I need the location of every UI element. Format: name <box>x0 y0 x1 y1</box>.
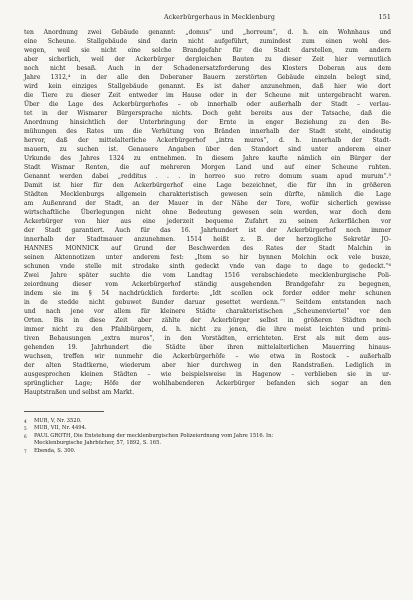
footnote-number <box>24 440 34 447</box>
body-line: Stadt Wismar Renten, die auf mehreren Morgen Land und auf einer Scheune ruhten. <box>24 164 391 171</box>
footnote-number: 6 <box>24 433 27 439</box>
body-line: innerhalb der Stadtmauer anzunehmen. 1514 heißt z. B. der herzogliche Sekretär JO- <box>24 236 391 243</box>
body-line: am Außenrand der Stadt, an der Mauer in der Nähe der Tore, wofür sicherlich gewisse <box>24 200 391 207</box>
footnote-separator <box>24 411 104 412</box>
body-line: Genannt werden dabei „redditus . . . in horreo suo retro domum suam apud murum“.⁵ <box>24 173 391 180</box>
body-line: sprünglicher Lage; Höfe der wohlhabenderen Ackerbürger befanden sich sogar an den <box>24 380 391 387</box>
footnote-text: MUB, VII, Nr. 4494. <box>34 425 87 432</box>
body-line: Jahre 1312,⁴ in der alle den Doberaner Bauern zerstörten Gebäude einzeln belegt sind, <box>24 74 391 81</box>
body-line: HANNES MONNICK auf Grund der Beschwerden des Rates der Stadt Malchin in <box>24 245 391 252</box>
footnote-number: 5 <box>24 426 27 432</box>
footnote-text: Mecklenburgische Jahrbücher, 57, 1892, S. 165. <box>34 440 162 447</box>
body-line: ausgesprochen kleinen Städten – wie beispielsweise in Hagenow – verblieben sie in ur- <box>24 371 391 378</box>
footnote <box>24 418 391 425</box>
body-line: wuchsen, treffen wir nunmehr die Ackerbürgerhöfe – wie etwa in Rostock – außerhalb <box>24 353 391 360</box>
body-line: Urkunde des Jahres 1324 zu entnehmen. In diesem Jahre kaufte nämlich ein Bürger der <box>24 155 391 162</box>
footnotes <box>24 418 391 455</box>
footnote <box>24 448 391 455</box>
body-line: der alten Stadtkerne, wiederum aber hier durchweg in den Randstraßen. Lediglich in <box>24 362 391 369</box>
body-line: indem sie im § 54 nachdrücklich forderte: „Idt scollen ock forder edder mehr schunen <box>24 290 391 297</box>
body-line: gehenden 19. Jahrhundert die Städte über ihren mittelalterlichen Mauerring hinaus- <box>24 344 391 351</box>
running-head <box>24 14 391 21</box>
body-line: immer nicht zu den Pfahlbürgern, d. h. nicht zu jenen, die ihre meist leichten und primi- <box>24 326 391 333</box>
footnote-number: 7 <box>24 448 27 454</box>
body-line: mühungen des Rates um die Verhütung von Bränden innerhalb der Stadt steht, eindeutig <box>24 128 391 135</box>
body-line: Ackerbürger von hier aus eine jederzeit bequeme Zufahrt zu seinen Ackerflächen vor <box>24 218 391 225</box>
body-line: Über die Lage des Ackerbürgerhofes – ob innerhalb oder außerhalb der Stadt – verlau- <box>24 101 391 108</box>
body-line: der Stadt garantiert. Auch für das 16. Jahrhundert ist der Ackerbürgerhof noch immer <box>24 227 391 234</box>
body-line: tiven Behausungen „extra muros“, in den Vorstädten, errichteten. Erst als mit dem aus- <box>24 335 391 342</box>
body-line: zeiordnung dieser vom Ackerbürgerhof ständig ausgehenden Brandgefahr zu begegnen, <box>24 281 391 288</box>
body-line: und nach jene vor allem für kleinere Städte charakteristischen „Scheunenviertel“ vor den <box>24 308 391 315</box>
body-line: seinen Aktennotizen unter anderem fest: „Item so hir bynnen Molchin ock vele busze, <box>24 254 391 261</box>
body-text <box>24 28 391 397</box>
body-line: Hauptstraßen und selbst am Markt. <box>24 389 135 396</box>
footnote-text: MUB, V, Nr. 3520. <box>34 418 82 424</box>
body-line: wirtschaftliche Überlegungen nicht ohne Bedeutung gewesen sein werden, war doch dem <box>24 209 391 216</box>
body-line: ten Anordnung zwei Gebäude genannt: „domus“ und „horreum“, d. h. ein Wohnhaus und <box>24 29 391 36</box>
body-line: Damit ist hier für den Ackerbürgerhof eine Lage bezeichnet, die für ihn in größeren <box>24 182 391 189</box>
body-line: schunen vnde stelle mit strodake sinth gedeckt vnde van dage to dage to gedeckt.“⁶ <box>24 263 391 270</box>
body-line: eine Scheune. Stallgebäude sind darin nicht aufgeführt, zumindest zum einen wohl des- <box>24 38 391 45</box>
body-line: tet in der Wismarer Bürgersprache nichts. Doch geht bereits aus der Tatsache, daß die <box>24 110 391 117</box>
body-line: Anordnung hinsichtlich der Unterbringung der Ernte in enger Beziehung zu den Be- <box>24 119 391 126</box>
body-line: Städten Mecklenburgs allgemein charakteristisch gewesen sein dürfte, nämlich die Lage <box>24 191 391 198</box>
body-line: Orten. Bis in diese Zeit aber zählte der Ackerbürger selbst in größeren Städten noch <box>24 317 391 324</box>
body-line: in de stedde nicht gebuwet ßunder daruar gesettet werdenn.“⁷ Seitdem entstanden nach <box>24 299 391 306</box>
body-line: mauern, zu suchen ist. Genauere Angaben über den Standort sind unter anderem einer <box>24 146 391 153</box>
footnote <box>24 440 391 447</box>
footnote <box>24 425 391 432</box>
footnote-number: 4 <box>24 419 27 424</box>
footnote-text: Ebenda, S. 300. <box>34 447 76 454</box>
body-line: hervor, daß der mittelalterliche Ackerbürgerhof „intra muros“, d. h. innerhalb der Stadt- <box>24 137 391 144</box>
page-number: 151 <box>378 14 391 21</box>
body-line: Zwei Jahre später suchte die vom Landtag 1516 verabschiedete mecklenburgische Poli- <box>24 272 391 279</box>
footnote <box>24 433 391 440</box>
footnote-text: PAUL GROTH, Die Entstehung der mecklenburgischen Polizeiordnung vom Jahre 1516. In: <box>34 432 274 439</box>
body-line: aber sicherlich, weil der Ackerbürger dergleichen Bauten zu dieser Zeit hier vermutlich <box>24 56 391 63</box>
body-line: die Tiere zu dieser Zeit entweder im Hause oder in der Scheune mit untergebracht waren. <box>24 92 391 99</box>
body-line: wird kein einziges Stallgebäude genannt. Es ist daher anzunehmen, daß hier wie dort <box>24 83 391 90</box>
body-line: wegen, weil sie nicht eine solche Brandgefahr für die Stadt darstellen, zum andern <box>24 47 391 54</box>
body-line: noch nicht besaß. Auch in der Schadenersatzforderung des Klosters Doberan aus dem <box>24 65 391 72</box>
running-head-title: Ackerbürgerhaus in Mecklenburg <box>163 14 276 21</box>
